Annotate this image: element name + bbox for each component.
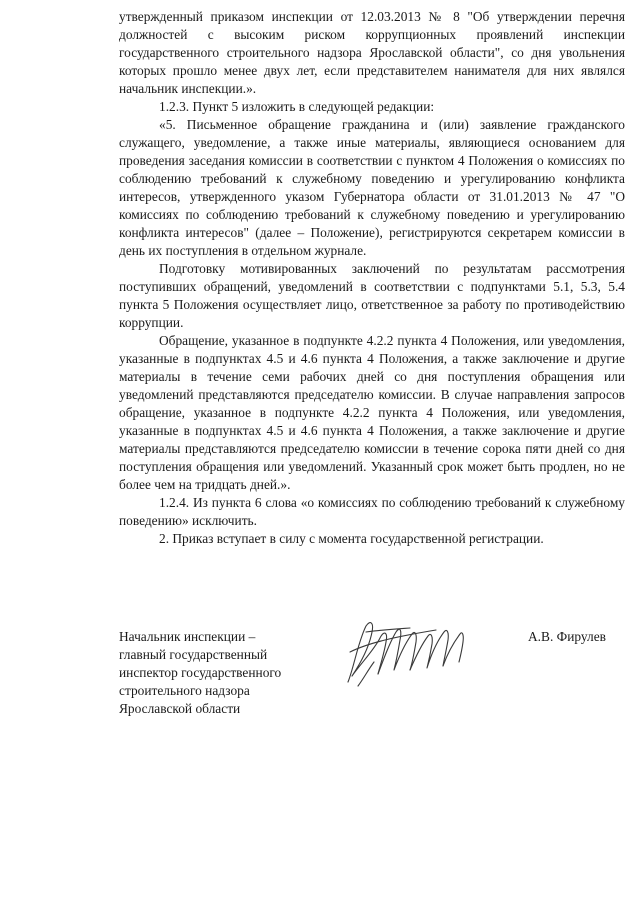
signatory-title [119,628,319,718]
paragraph-appeal-deadlines: Обращение, указанное в подпункте 4.2.2 пункта 4 Положения, или уведомления, указанные в подпунктах 4.5 и 4.6 пункта 4 Положения, а также заключение и другие материалы в течение семи рабочих дней со дня поступления обращения или уведомлений представляются председателю комиссии. В случае направления запросов обращение, указанное в подпункте 4.2.2 пункта 4 Положения, или уведомления, указанные в подпунктах 4.5 и 4.6 пункта 4 Положения, а также заключение и другие материалы представляются председателю комиссии в течение сорока пяти дней со дня поступления обращения или уведомлений. Указанный срок может быть продлен, но не более чем на тридцать дней.». [119,333,625,492]
signatory-title-line: строительного надзора [119,683,250,698]
signatory-title-line: Начальник инспекции – [119,629,256,644]
paragraph-conclusions: Подготовку мотивированных заключений по результатам рассмотрения поступивших обращений, уведомлений в соответствии с подпунктами 5.1, 5.3, 5.4 пункта 5 Положения осуществляет лицо, ответственное за работу по противодействию коррупции. [119,261,625,330]
signatory-title-line: Ярославской области [119,701,241,716]
document-body [119,8,625,548]
paragraph-item-1-2-3: 1.2.3. Пункт 5 изложить в следующей редакции: [159,99,435,114]
paragraph-item-1-2-4: 1.2.4. Из пункта 6 слова «о комиссиях по соблюдению требований к служебному поведению» исключить. [119,495,625,528]
paragraph-effective-date: 2. Приказ вступает в силу с момента государственной регистрации. [159,531,544,546]
signatory-name: А.В. Фирулев [528,629,606,644]
paragraph-point-5: «5. Письменное обращение гражданина и (или) заявление гражданского служащего, уведомление, а также иные материалы, являющиеся основанием для проведения заседания комиссии в соответствии с пунктом 4 Положения о комиссиях по соблюдению требований к служебному поведению и урегулированию конфликта интересов, утвержденного указом Губернатора области от 31.01.2013 № 47 "О комиссиях по соблюдению требований к служебному поведению и урегулированию конфликта интересов" (далее – Положение), регистрируются секретарем комиссии в день их поступления в отдельном журнале. [119,117,625,258]
signatory-title-line: инспектор государственного [119,665,282,680]
handwritten-signature [340,612,480,692]
signatory-title-line: главный государственный [119,647,268,662]
paragraph-continuation: утвержденный приказом инспекции от 12.03.2013 № 8 "Об утверждении перечня должностей с высоким риском коррупционных проявлений инспекции государственного строительного надзора Ярославской области", со дня увольнения которых прошло менее двух лет, если представителем нанимателя для них являлся начальник инспекции.». [119,9,625,96]
